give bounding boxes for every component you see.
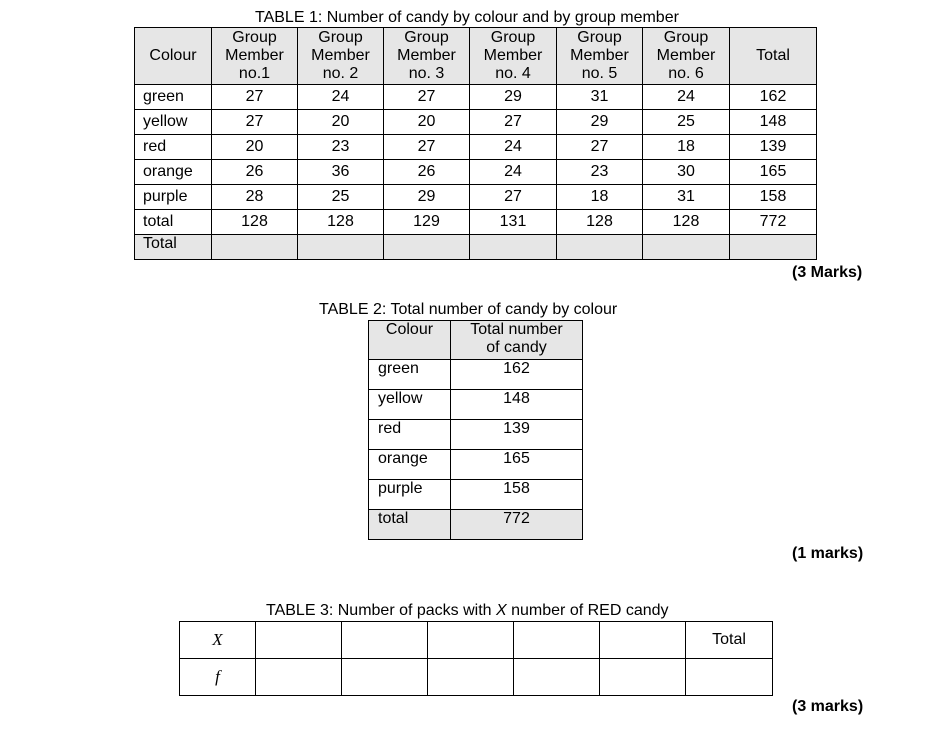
table1-row-label: red bbox=[135, 135, 212, 160]
table1-row-orange bbox=[135, 160, 817, 185]
table1-cell: 31 bbox=[643, 185, 730, 210]
table1-cell: 23 bbox=[557, 160, 643, 185]
table3-f-label: f bbox=[180, 659, 256, 696]
table1-header-member-3: Group Member no. 3 bbox=[384, 28, 470, 85]
table2-row-label: green bbox=[369, 360, 451, 390]
table3-empty-cell bbox=[428, 659, 514, 696]
table1-cell: 27 bbox=[470, 110, 557, 135]
table1-cell: 30 bbox=[643, 160, 730, 185]
table1-row-label: green bbox=[135, 85, 212, 110]
table1-blank-total-row bbox=[135, 235, 817, 260]
table1-header-member-6: Group Member no. 6 bbox=[643, 28, 730, 85]
table1-cell: 28 bbox=[212, 185, 298, 210]
table3-marks: (3 marks) bbox=[792, 698, 864, 715]
table3-empty-cell bbox=[686, 659, 773, 696]
table1-empty-cell bbox=[212, 235, 298, 260]
table1-empty-cell bbox=[470, 235, 557, 260]
table3-empty-cell bbox=[600, 659, 686, 696]
table1-cell: 26 bbox=[212, 160, 298, 185]
table3-empty-cell bbox=[256, 659, 342, 696]
table1-row-total: 162 bbox=[730, 85, 817, 110]
table1-header-member-5: Group Member no. 5 bbox=[557, 28, 643, 85]
table2-row-orange bbox=[369, 450, 583, 480]
table1-cell: 20 bbox=[298, 110, 384, 135]
table1-header-total: Total bbox=[730, 28, 817, 85]
table3-empty-cell bbox=[514, 622, 600, 659]
table1-cell: 128 bbox=[557, 210, 643, 235]
table1-cell: 24 bbox=[470, 160, 557, 185]
table1-empty-cell bbox=[643, 235, 730, 260]
table2-cell: 158 bbox=[451, 480, 583, 510]
table2-row-label: yellow bbox=[369, 390, 451, 420]
table2-marks: (1 marks) bbox=[792, 545, 864, 562]
table1-marks: (3 Marks) bbox=[792, 264, 863, 281]
table2-header-colour: Colour bbox=[369, 321, 451, 360]
table1-cell: 31 bbox=[557, 85, 643, 110]
table3-empty-cell bbox=[342, 659, 428, 696]
table1-cell: 25 bbox=[298, 185, 384, 210]
table1-row-total: 158 bbox=[730, 185, 817, 210]
table1-empty-cell bbox=[557, 235, 643, 260]
table1-blank-row-label: Total bbox=[135, 235, 212, 260]
table1-row-total: 139 bbox=[730, 135, 817, 160]
table1-cell: 27 bbox=[557, 135, 643, 160]
table1-cell: 18 bbox=[643, 135, 730, 160]
table2-row-label: orange bbox=[369, 450, 451, 480]
table1-header-colour: Colour bbox=[135, 28, 212, 85]
table1-empty-cell bbox=[730, 235, 817, 260]
table1-row-label: total bbox=[135, 210, 212, 235]
table1-cell: 27 bbox=[384, 135, 470, 160]
table1-cell: 131 bbox=[470, 210, 557, 235]
table3-empty-cell bbox=[428, 622, 514, 659]
table2-cell: 772 bbox=[451, 510, 583, 540]
table2-cell: 139 bbox=[451, 420, 583, 450]
table3-row-f bbox=[180, 659, 773, 696]
table2-header-total: Total number of candy bbox=[451, 321, 583, 360]
table1-cell: 27 bbox=[212, 85, 298, 110]
table2-caption: TABLE 2: Total number of candy by colour bbox=[319, 301, 618, 318]
table1-cell: 29 bbox=[557, 110, 643, 135]
table1-header-member-2: Group Member no. 2 bbox=[298, 28, 384, 85]
table1-row-label: purple bbox=[135, 185, 212, 210]
table2-row-label: total bbox=[369, 510, 451, 540]
table2-row-total bbox=[369, 510, 583, 540]
table1-empty-cell bbox=[384, 235, 470, 260]
table2-row-green bbox=[369, 360, 583, 390]
table2-cell: 148 bbox=[451, 390, 583, 420]
table1-row-total bbox=[135, 210, 817, 235]
table1-cell: 129 bbox=[384, 210, 470, 235]
table1-row-yellow bbox=[135, 110, 817, 135]
table1-header-member-1: Group Member no.1 bbox=[212, 28, 298, 85]
table2-row-label: purple bbox=[369, 480, 451, 510]
table1-cell: 23 bbox=[298, 135, 384, 160]
table3-empty-cell bbox=[256, 622, 342, 659]
table2-row-red bbox=[369, 420, 583, 450]
table3-x-label: X bbox=[180, 622, 256, 659]
table1-cell: 36 bbox=[298, 160, 384, 185]
table3 bbox=[179, 621, 773, 696]
table2-row-yellow bbox=[369, 390, 583, 420]
table1-row-total: 772 bbox=[730, 210, 817, 235]
table1-cell: 20 bbox=[212, 135, 298, 160]
table2-cell: 162 bbox=[451, 360, 583, 390]
table1-row-purple bbox=[135, 185, 817, 210]
table1-header-row bbox=[135, 28, 817, 85]
table1-cell: 24 bbox=[470, 135, 557, 160]
table3-empty-cell bbox=[514, 659, 600, 696]
table2-cell: 165 bbox=[451, 450, 583, 480]
table2 bbox=[368, 320, 583, 540]
table3-empty-cell bbox=[342, 622, 428, 659]
table1-cell: 29 bbox=[384, 185, 470, 210]
table3-row-x bbox=[180, 622, 773, 659]
table1-row-total: 165 bbox=[730, 160, 817, 185]
table2-row-label: red bbox=[369, 420, 451, 450]
table1-cell: 27 bbox=[212, 110, 298, 135]
table1-cell: 20 bbox=[384, 110, 470, 135]
table3-total-label: Total bbox=[686, 622, 773, 659]
table1-header-member-4: Group Member no. 4 bbox=[470, 28, 557, 85]
table1-row-red bbox=[135, 135, 817, 160]
table1-row-label: orange bbox=[135, 160, 212, 185]
table1-cell: 18 bbox=[557, 185, 643, 210]
table1-cell: 128 bbox=[298, 210, 384, 235]
table1-cell: 27 bbox=[384, 85, 470, 110]
table2-row-purple bbox=[369, 480, 583, 510]
table3-empty-cell bbox=[600, 622, 686, 659]
table1-cell: 26 bbox=[384, 160, 470, 185]
table1-cell: 24 bbox=[298, 85, 384, 110]
table1-row-total: 148 bbox=[730, 110, 817, 135]
table1-row-label: yellow bbox=[135, 110, 212, 135]
table2-header-row bbox=[369, 321, 583, 360]
table1-row-green bbox=[135, 85, 817, 110]
table1-cell: 29 bbox=[470, 85, 557, 110]
table1-cell: 128 bbox=[212, 210, 298, 235]
table3-caption: TABLE 3: Number of packs with X number of RED candy bbox=[266, 602, 669, 619]
table1-cell: 128 bbox=[643, 210, 730, 235]
table1-cell: 24 bbox=[643, 85, 730, 110]
table1-empty-cell bbox=[298, 235, 384, 260]
table1-caption: TABLE 1: Number of candy by colour and by group member bbox=[255, 9, 679, 26]
table1-cell: 25 bbox=[643, 110, 730, 135]
table1 bbox=[134, 27, 817, 260]
table1-cell: 27 bbox=[470, 185, 557, 210]
